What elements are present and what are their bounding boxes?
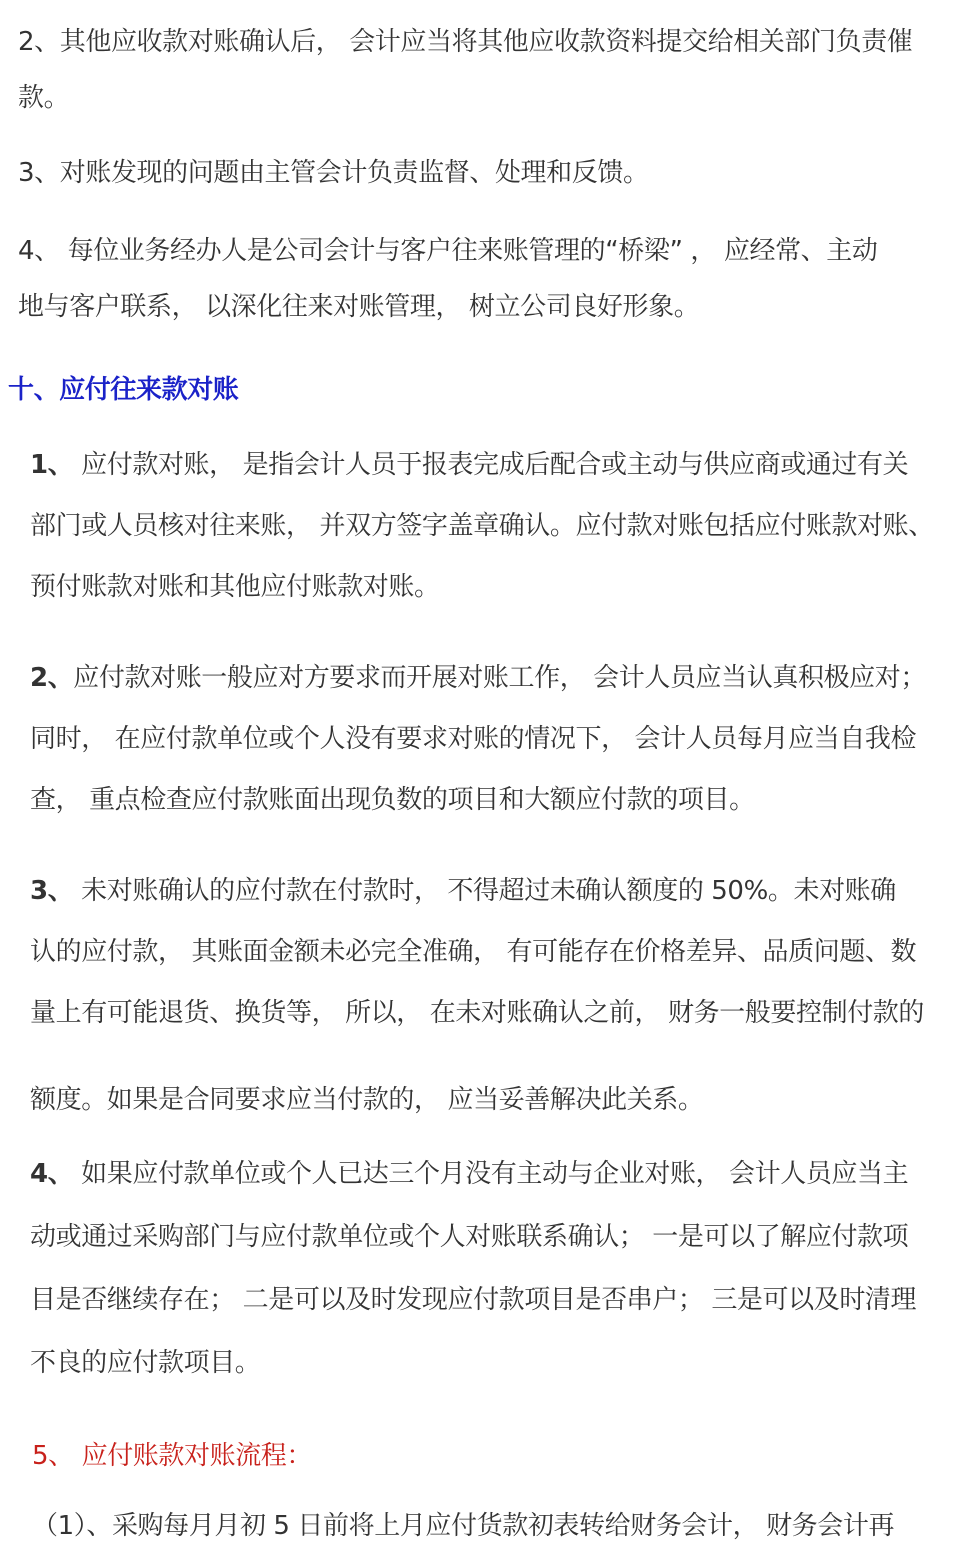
paragraph-line [30, 861, 924, 922]
paragraph-line: （1）、采购每月月初 5 日前将上月应付货款初表转给财务会计， 财务会计再 [32, 1511, 895, 1541]
paragraph-line [30, 648, 926, 709]
paragraph-line: 款。 [18, 83, 70, 113]
paragraph-line: 查， 重点检查应付款账面出现负数的项目和大额应付款的项目。 [30, 785, 755, 815]
paragraph-intro-3 [18, 151, 649, 195]
paragraph-line: 认的应付款， 其账面金额未必完全准确， 有可能存在价格差异、品质问题、数 [30, 937, 917, 967]
paragraph-text: 应付款对账一般应对方要求而开展对账工作， 会计人员应当认真积极应对； [73, 663, 926, 693]
item-number: 1、 [30, 450, 74, 480]
item-number: 4、 [30, 1159, 74, 1189]
paragraph-item-4 [30, 1143, 916, 1395]
paragraph-process-step-1 [32, 1506, 894, 1546]
subheading-process: 5、 应付账款对账流程： [32, 1441, 313, 1471]
paragraph-text: 如果应付款单位或个人已达三个月没有主动与企业对账， 会计人员应当主 [73, 1159, 909, 1189]
paragraph-line: 额度。如果是合同要求应当付款的， 应当妥善解决此关系。 [30, 1085, 704, 1115]
paragraph-intro-4 [18, 223, 877, 335]
paragraph-line: 部门或人员核对往来账， 并双方签字盖章确认。应付款对账包括应付账款对账、 [30, 511, 934, 541]
paragraph-line: 4、 每位业务经办人是公司会计与客户往来账管理的“桥梁” ， 应经常、主动 [18, 236, 878, 266]
paragraph-line: 3、对账发现的问题由主管会计负责监督、处理和反馈。 [18, 158, 649, 188]
paragraph-line [30, 1143, 916, 1206]
paragraph-item-3-continued [30, 1070, 703, 1131]
paragraph-item-1 [30, 435, 934, 618]
paragraph-text: 未对账确认的应付款在付款时， 不得超过未确认额度的 50%。未对账确 [73, 876, 896, 906]
paragraph-item-2 [30, 648, 926, 831]
item-number: 3、 [30, 876, 74, 906]
paragraph-line: 目是否继续存在； 二是可以及时发现应付款项目是否串户； 三是可以及时清理 [30, 1285, 917, 1315]
paragraph-line: 预付账款对账和其他应付账款对账。 [30, 572, 440, 602]
item-number: 2、 [30, 663, 74, 693]
paragraph-intro-2 [18, 14, 912, 126]
section-heading: 十、应付往来款对账 [8, 375, 239, 405]
paragraph-line: 动或通过采购部门与应付款单位或个人对账联系确认； 一是可以了解应付款项 [30, 1222, 909, 1252]
paragraph-line: 地与客户联系， 以深化往来对账管理， 树立公司良好形象。 [18, 292, 700, 322]
paragraph-line [30, 435, 934, 496]
paragraph-line: 同时， 在应付款单位或个人没有要求对账的情况下， 会计人员每月应当自我检 [30, 724, 917, 754]
paragraph-item-3 [30, 861, 924, 1044]
paragraph-line: 不良的应付款项目。 [30, 1348, 261, 1378]
paragraph-line: 量上有可能退货、换货等， 所以， 在未对账确认之前， 财务一般要控制付款的 [30, 998, 924, 1028]
paragraph-text: 应付款对账， 是指会计人员于报表完成后配合或主动与供应商或通过有关 [73, 450, 909, 480]
paragraph-line: 2、其他应收款对账确认后， 会计应当将其他应收款资料提交给相关部门负责催 [18, 27, 913, 57]
